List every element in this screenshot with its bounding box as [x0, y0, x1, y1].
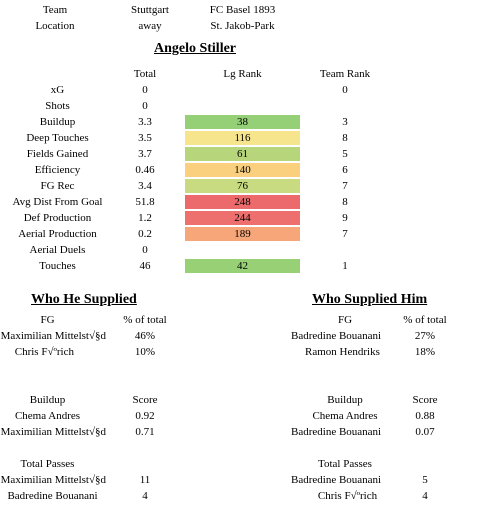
- passes-right-val: 4: [422, 490, 428, 502]
- stat-lg-rank: 189: [185, 227, 300, 241]
- buildup-score-header-left: Score: [132, 394, 158, 406]
- stat-team-rank: 1: [342, 260, 348, 272]
- col-lgrank-header: Lg Rank: [223, 68, 262, 80]
- fg-right-val: 27%: [414, 330, 436, 342]
- stat-team-rank: 7: [342, 228, 348, 240]
- buildup-header-right: Buildup: [327, 394, 363, 406]
- player-name: Angelo Stiller: [153, 41, 237, 56]
- stat-total: 51.8: [135, 196, 155, 208]
- header-label: Team: [42, 4, 68, 16]
- header-team: away: [138, 20, 162, 32]
- stat-label: Avg Dist From Goal: [12, 196, 103, 208]
- stat-label: FG Rec: [40, 180, 75, 192]
- buildup-right-val: 0.07: [415, 426, 435, 438]
- stat-lg-rank: 42: [185, 259, 300, 273]
- stat-team-rank: 8: [342, 132, 348, 144]
- stat-team-rank: 9: [342, 212, 348, 224]
- buildup-right-name: Chema Andres: [312, 410, 378, 422]
- passes-header-left: Total Passes: [20, 458, 75, 470]
- col-total-header: Total: [133, 68, 157, 80]
- fg-header-right: FG: [337, 314, 353, 326]
- header-opponent: FC Basel 1893: [209, 4, 276, 16]
- passes-right-name: Badredine Bouanani: [291, 474, 382, 486]
- col-teamrank-header: Team Rank: [319, 68, 371, 80]
- stat-lg-rank: 244: [185, 211, 300, 225]
- stat-total: 0: [142, 84, 148, 96]
- stat-label: Efficiency: [34, 164, 81, 176]
- who-supplied-him-title: Who Supplied Him: [312, 292, 428, 307]
- fg-left-name: Chris F√ºrich: [14, 346, 74, 358]
- stat-lg-rank: 61: [185, 147, 300, 161]
- passes-right-val: 5: [422, 474, 428, 486]
- stat-lg-rank: [185, 243, 300, 257]
- stat-total: 0.46: [135, 164, 155, 176]
- stat-team-rank: 6: [342, 164, 348, 176]
- stat-total: 3.5: [138, 132, 152, 144]
- header-opponent: St. Jakob-Park: [210, 20, 275, 32]
- stat-total: 46: [139, 260, 151, 272]
- buildup-left-name: Chema Andres: [14, 410, 81, 422]
- fg-pct-header-right: % of total: [403, 314, 447, 326]
- stat-label: Deep Touches: [26, 132, 89, 144]
- buildup-right-val: 0.88: [415, 410, 435, 422]
- fg-right-name: Ramon Hendriks: [305, 346, 380, 358]
- stat-team-rank: 3: [342, 116, 348, 128]
- stat-label: Buildup: [39, 116, 76, 128]
- stat-label: Touches: [39, 260, 76, 272]
- stat-total: 0: [142, 244, 148, 256]
- stat-total: 1.2: [138, 212, 152, 224]
- stat-label: Def Production: [23, 212, 92, 224]
- fg-right-name: Badredine Bouanani: [291, 330, 382, 342]
- stat-team-rank: 8: [342, 196, 348, 208]
- stat-team-rank: 0: [342, 84, 348, 96]
- fg-left-name: Maximilian Mittelst√§d: [0, 330, 106, 342]
- stat-lg-rank: 76: [185, 179, 300, 193]
- stat-total: 3.3: [138, 116, 152, 128]
- buildup-score-header-right: Score: [412, 394, 438, 406]
- stat-label: Fields Gained: [26, 148, 89, 160]
- header-team: Stuttgart: [131, 4, 169, 16]
- stat-label: xG: [50, 84, 65, 96]
- passes-left-val: 11: [139, 474, 151, 486]
- stat-total: 0: [142, 100, 148, 112]
- buildup-left-name: Maximilian Mittelst√§d: [0, 426, 106, 438]
- stat-lg-rank: 116: [185, 131, 300, 145]
- fg-right-val: 18%: [414, 346, 436, 358]
- stat-team-rank: 7: [342, 180, 348, 192]
- passes-right-name: Chris F√ºrich: [317, 490, 378, 502]
- stat-label: Aerial Duels: [29, 244, 86, 256]
- passes-left-name: Badredine Bouanani: [7, 490, 98, 502]
- buildup-header-left: Buildup: [29, 394, 66, 406]
- who-he-supplied-title: Who He Supplied: [31, 292, 137, 307]
- passes-left-name: Maximilian Mittelst√§d: [0, 474, 106, 486]
- stat-lg-rank: 248: [185, 195, 300, 209]
- stat-lg-rank: [185, 83, 300, 97]
- stat-team-rank: 5: [342, 148, 348, 160]
- passes-header-right: Total Passes: [318, 458, 372, 470]
- stat-total: 0.2: [138, 228, 152, 240]
- fg-header-left: FG: [40, 314, 55, 326]
- buildup-left-val: 0.92: [135, 410, 155, 422]
- fg-pct-header-left: % of total: [123, 314, 167, 326]
- buildup-right-name: Badredine Bouanani: [291, 426, 382, 438]
- stat-label: Aerial Production: [18, 228, 97, 240]
- stat-label: Shots: [45, 100, 70, 112]
- stat-lg-rank: 140: [185, 163, 300, 177]
- stat-total: 3.7: [138, 148, 152, 160]
- header-label: Location: [35, 20, 75, 32]
- fg-left-val: 46%: [134, 330, 156, 342]
- stat-total: 3.4: [138, 180, 152, 192]
- passes-left-val: 4: [142, 490, 148, 502]
- fg-left-val: 10%: [134, 346, 156, 358]
- stat-lg-rank: 38: [185, 115, 300, 129]
- buildup-left-val: 0.71: [135, 426, 155, 438]
- stat-lg-rank: [185, 99, 300, 113]
